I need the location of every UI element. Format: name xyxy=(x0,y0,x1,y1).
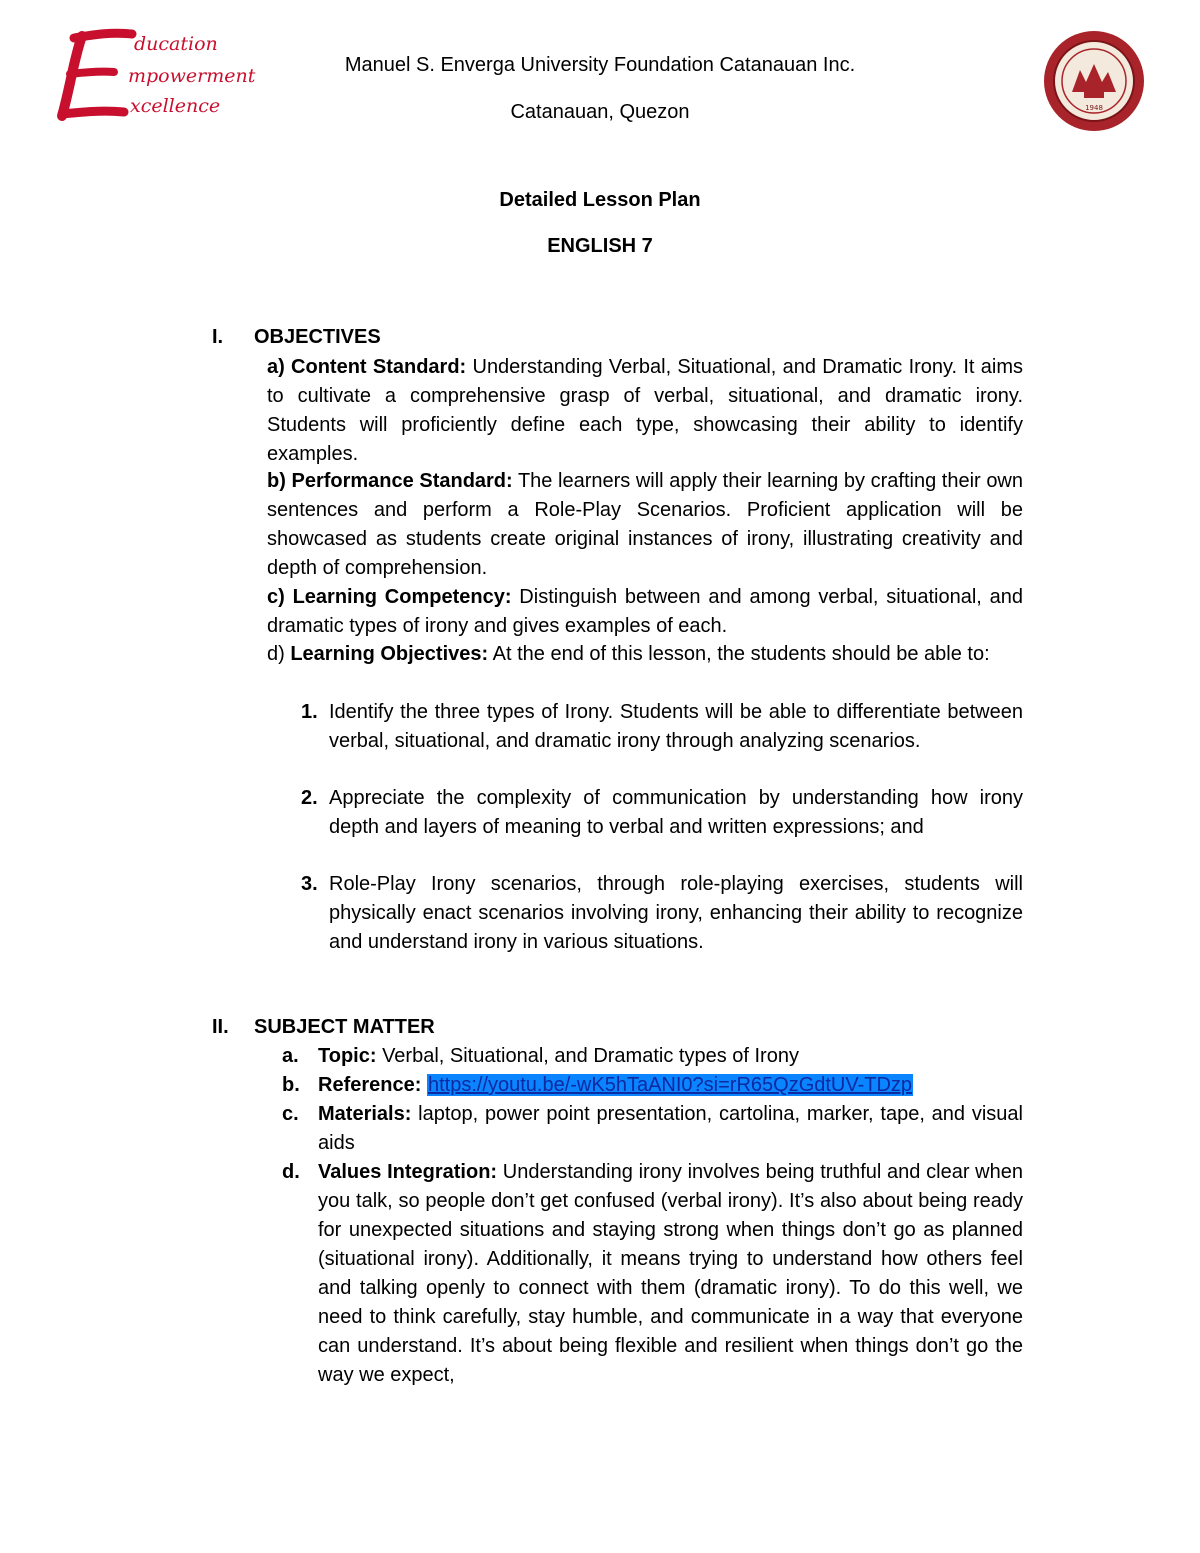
values-label: Values Integration: xyxy=(318,1161,498,1183)
learning-objectives xyxy=(267,640,1023,669)
logo-line-3: xcellence xyxy=(130,95,221,117)
learning-competency xyxy=(267,583,1023,641)
institution-name: Manuel S. Enverga University Foundation Catanauan Inc. xyxy=(344,54,856,76)
materials-label: Materials: xyxy=(318,1103,412,1125)
learning-objectives-prefix: d) xyxy=(267,643,291,665)
materials-marker: c. xyxy=(282,1103,299,1125)
seal-year: 1948 xyxy=(1085,104,1103,112)
reference-marker: b. xyxy=(282,1074,300,1096)
objective-text: Identify the three types of Irony. Students will be able to differentiate between verbal, situational, and dramatic irony through analyzing scenarios. xyxy=(329,701,1023,752)
content-standard xyxy=(267,353,1023,469)
topic-label: Topic: xyxy=(318,1045,377,1067)
document-title: Detailed Lesson Plan xyxy=(499,189,701,211)
objective-text: Role-Play Irony scenarios, through role-playing exercises, students will physically enact scenarios involving irony, enhancing their ability to recognize and understand irony in various situations. xyxy=(329,873,1023,953)
learning-competency-text: Distinguish between and among verbal, situational, and dramatic types of irony and gives examples of each. xyxy=(267,586,1024,637)
performance-standard xyxy=(267,467,1023,583)
values-integration-item xyxy=(282,1158,1023,1390)
section-number: I. xyxy=(212,326,224,348)
objective-marker: 2. xyxy=(301,787,318,809)
institution-location: Catanauan, Quezon xyxy=(510,101,690,123)
learning-objectives-label: Learning Objectives: xyxy=(290,643,489,665)
logo-line-1: ducation xyxy=(134,33,218,55)
reference-item xyxy=(282,1071,1023,1100)
document-subject: ENGLISH 7 xyxy=(547,235,653,257)
objective-item-2 xyxy=(301,784,1023,842)
performance-standard-text: The learners will apply their learning by crafting their own sentences and perform a Role-Play Scenarios. Proficient application will be showcased as students create original instances of irony, illustrating creativity and depth of comprehension. xyxy=(267,470,1024,579)
values-marker: d. xyxy=(282,1161,300,1183)
reference-label: Reference: xyxy=(318,1074,422,1096)
learning-objectives-text: At the end of this lesson, the students should be able to: xyxy=(488,643,990,665)
objective-marker: 3. xyxy=(301,873,318,895)
topic-item xyxy=(282,1042,1023,1071)
materials-text: laptop, power point presentation, cartolina, marker, tape, and visual aids xyxy=(318,1103,1023,1154)
values-text: Understanding irony involves being truthful and clear when you talk, so people don’t get confused (verbal irony). It’s also about being ready for unexpected situations and staying strong when things don’t go as planned (situational irony). Additionally, it means trying to understand how others feel and talking openly to connect with them (dramatic irony). To do this well, we need to think carefully, stay humble, and communicate in a way that everyone can understand. It’s about being flexible and resilient when things don’t go the way we expect, xyxy=(318,1161,1023,1386)
content-standard-label: a) Content Standard: xyxy=(267,356,467,378)
topic-marker: a. xyxy=(282,1045,299,1067)
objective-text: Appreciate the complexity of communication by understanding how irony depth and layers of meaning to verbal and written expressions; and xyxy=(329,787,1023,838)
section-title: OBJECTIVES xyxy=(254,326,381,348)
logo-line-2: mpowerment xyxy=(128,65,256,87)
learning-competency-label: c) Learning Competency: xyxy=(267,586,512,608)
reference-link[interactable]: https://youtu.be/-wK5hTaANI0?si=rR65QzGdtUV-TDzp xyxy=(427,1074,913,1096)
content-standard-text: Understanding Verbal, Situational, and Dramatic Irony. It aims to cultivate a comprehensive grasp of verbal, situational, and dramatic irony. Students will proficiently define each type, showcasing their ability to identify examples. xyxy=(267,356,1023,465)
performance-standard-label: b) Performance Standard: xyxy=(267,470,513,492)
section-title: SUBJECT MATTER xyxy=(254,1016,435,1038)
materials-item xyxy=(282,1100,1023,1158)
objective-item-1 xyxy=(301,698,1023,756)
topic-text: Verbal, Situational, and Dramatic types of Irony xyxy=(376,1045,799,1067)
section-subject-matter-heading xyxy=(212,1016,435,1039)
section-objectives-heading xyxy=(212,326,381,349)
objective-marker: 1. xyxy=(301,701,318,723)
section-number: II. xyxy=(212,1016,229,1038)
objective-item-3 xyxy=(301,870,1023,957)
